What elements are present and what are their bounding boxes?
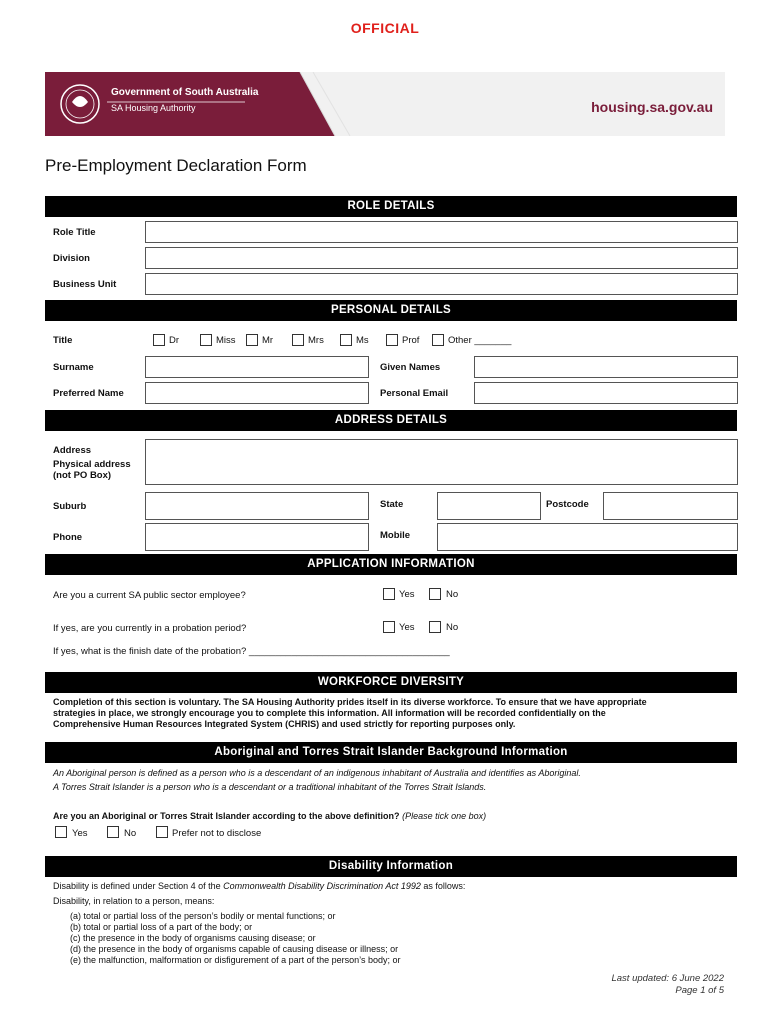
disability-act-name: Commonwealth Disability Discrimination Act 1992 <box>223 881 421 891</box>
business-unit-input[interactable] <box>145 273 738 295</box>
disability-item-d: (d) the presence in the body of organisms capable of causing disease or illness; or <box>70 944 399 954</box>
suburb-label: Suburb <box>53 501 87 512</box>
state-label: State <box>380 499 404 510</box>
personal-email-label: Personal Email <box>380 388 449 399</box>
last-updated: Last updated: 6 June 2022 <box>611 973 724 984</box>
address-label: Address <box>53 445 92 456</box>
public-sector-yes-label: Yes <box>399 589 415 600</box>
government-title: Government of South Australia <box>111 87 259 98</box>
division-label: Division <box>53 253 90 264</box>
title-dr-checkbox[interactable] <box>153 334 165 346</box>
given-names-input[interactable] <box>474 356 738 378</box>
workforce-diversity-heading: WORKFORCE DIVERSITY <box>45 672 737 693</box>
disability-intro-2: Disability, in relation to a person, means: <box>53 896 215 906</box>
atsi-no-checkbox[interactable] <box>107 826 119 838</box>
probation-no-checkbox[interactable] <box>429 621 441 633</box>
disability-intro <box>53 881 465 891</box>
title-ms-label: Ms <box>356 335 369 346</box>
postcode-input[interactable] <box>603 492 738 520</box>
public-sector-yes-checkbox[interactable] <box>383 588 395 600</box>
probation-yes-label: Yes <box>399 622 415 633</box>
disability-item-c: (c) the presence in the body of organisms causing disease; or <box>70 933 316 943</box>
suburb-input[interactable] <box>145 492 369 520</box>
phone-label: Phone <box>53 532 83 543</box>
title-prof-checkbox[interactable] <box>386 334 398 346</box>
preferred-name-input[interactable] <box>145 382 369 404</box>
preferred-name-label: Preferred Name <box>53 388 124 399</box>
title-miss-label: Miss <box>216 335 236 346</box>
atsi-question-note: (Please tick one box) <box>402 811 487 821</box>
title-prof-label: Prof <box>402 335 420 346</box>
physical-address-label: Physical address <box>53 459 131 470</box>
atsi-no-label: No <box>124 828 137 839</box>
title-mr-checkbox[interactable] <box>246 334 258 346</box>
address-details-heading: ADDRESS DETAILS <box>45 410 737 431</box>
application-info-heading: APPLICATION INFORMATION <box>45 554 737 575</box>
title-mr-label: Mr <box>262 335 274 346</box>
probation-no-label: No <box>446 622 459 633</box>
atsi-yes-label: Yes <box>72 828 88 839</box>
no-po-box-label: (not PO Box) <box>53 470 112 481</box>
page-title: Pre-Employment Declaration Form <box>45 156 307 175</box>
atsi-yes-checkbox[interactable] <box>55 826 67 838</box>
address-input[interactable] <box>145 439 738 485</box>
mobile-input[interactable] <box>437 523 738 551</box>
public-sector-no-label: No <box>446 589 459 600</box>
classification-label: OFFICIAL <box>350 20 420 36</box>
probation-yes-checkbox[interactable] <box>383 621 395 633</box>
header-banner <box>45 72 725 136</box>
phone-input[interactable] <box>145 523 369 551</box>
authority-name: SA Housing Authority <box>111 103 196 113</box>
page-number: Page 1 of 5 <box>675 985 724 996</box>
postcode-label: Postcode <box>546 499 589 510</box>
diversity-text-line-2: strategies in place, we strongly encourage you to complete this information. All information will be recorded confidentially on the <box>53 708 606 718</box>
public-sector-no-checkbox[interactable] <box>429 588 441 600</box>
atsi-question-text: Are you an Aboriginal or Torres Strait Islander according to the above definition? <box>53 811 400 821</box>
state-input[interactable] <box>437 492 541 520</box>
title-ms-checkbox[interactable] <box>340 334 352 346</box>
personal-details-heading: PERSONAL DETAILS <box>45 300 737 321</box>
title-other-label: Other _______ <box>448 335 512 346</box>
title-other-checkbox[interactable] <box>432 334 444 346</box>
atsi-question <box>53 811 486 821</box>
title-mrs-checkbox[interactable] <box>292 334 304 346</box>
division-input[interactable] <box>145 247 738 269</box>
disability-intro-pre: Disability is defined under Section 4 of the <box>53 881 224 891</box>
torres-strait-definition: A Torres Strait Islander is a person who is a descendant or a traditional inhabitant of the Torres Strait Islands. <box>53 782 487 792</box>
probation-finish-date-question[interactable]: If yes, what is the finish date of the probation? ______________________________________ <box>53 646 450 657</box>
probation-question: If yes, are you currently in a probation period? <box>53 623 247 634</box>
title-dr-label: Dr <box>169 335 180 346</box>
disability-item-e: (e) the malfunction, malformation or disfigurement of a part of the person’s body; or <box>70 955 401 965</box>
role-title-label: Role Title <box>53 227 96 238</box>
personal-email-input[interactable] <box>474 382 738 404</box>
atsi-prefer-not-label: Prefer not to disclose <box>172 828 262 839</box>
website-link[interactable]: housing.sa.gov.au <box>591 99 713 115</box>
business-unit-label: Business Unit <box>53 279 117 290</box>
disability-heading: Disability Information <box>45 856 737 877</box>
atsi-heading: Aboriginal and Torres Strait Islander Background Information <box>45 742 737 763</box>
mobile-label: Mobile <box>380 530 411 541</box>
role-details-heading: ROLE DETAILS <box>45 196 737 217</box>
public-sector-question: Are you a current SA public sector employee? <box>53 590 246 601</box>
given-names-label: Given Names <box>380 362 441 373</box>
surname-input[interactable] <box>145 356 369 378</box>
aboriginal-definition: An Aboriginal person is defined as a person who is a descendant of an indigenous inhabitant of Australia and identifies as Aboriginal. <box>53 768 581 778</box>
title-label: Title <box>53 335 73 346</box>
diversity-text-line-3: Comprehensive Human Resources Integrated System (CHRIS) and used strictly for reporting purposes only. <box>53 719 516 729</box>
surname-label: Surname <box>53 362 94 373</box>
role-title-input[interactable] <box>145 221 738 243</box>
disability-item-a: (a) total or partial loss of the person’s bodily or mental functions; or <box>70 911 336 921</box>
disability-intro-post: as follows: <box>420 881 466 891</box>
disability-item-b: (b) total or partial loss of a part of the body; or <box>70 922 253 932</box>
title-mrs-label: Mrs <box>308 335 324 346</box>
diversity-text-line-1: Completion of this section is voluntary. The SA Housing Authority prides itself in its diverse workforce. To ensure that we have appropriate <box>53 697 647 707</box>
atsi-prefer-not-checkbox[interactable] <box>156 826 168 838</box>
title-miss-checkbox[interactable] <box>200 334 212 346</box>
